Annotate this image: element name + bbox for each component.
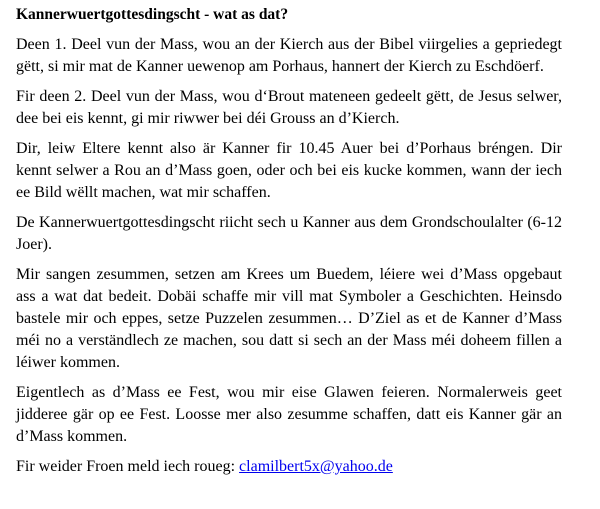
paragraph-first-part: Deen 1. Deel vun der Mass, wou an der Kierch aus der Bibel viirgelies a gepriedegt gëtt, si mir mat de Kanner uewenop am Porhaus, hannert der Kierch zu Eschdöerf. [16,36,562,75]
email-link[interactable]: clamilbert5x@yahoo.de [239,458,393,475]
document [16,4,562,486]
paragraph-parents: Dir, leiw Eltere kennt also är Kanner fir 10.45 Auer bei d’Porhaus bréngen. Dir kennt selwer a Rou an d’Mass goen, oder och bei eis kucke kommen, wann der iech ee Bild wëllt machen, wat mir schaffen. [16,140,562,201]
paragraph-contact [16,456,562,478]
paragraph-second-part: Fir deen 2. Deel vun der Mass, wou d‘Brout mateneen gedeelt gëtt, de Jesus selwer, dee bei eis kennt, gi mir riwwer bei déi Grouss an d’Kierch. [16,88,562,127]
document-title: Kannerwuertgottesdingscht - wat as dat? [16,6,289,23]
paragraph-age-group: De Kannerwuertgottesdingscht riicht sech u Kanner aus dem Grondschoulalter (6-12 Joer). [16,214,562,253]
paragraph-activities: Mir sangen zesummen, setzen am Krees um Buedem, léiere wei d’Mass opgebaut ass a wat dat bedeit. Dobäi schaffe mir vill mat Symboler a Geschichten. Heinsdo bastele mir och eppes, setze Puzzelen zesummen… D’Ziel as et de Kanner d’Mass méi no a verständlech ze machen, sou datt si sech an der Mass méi doheem fillen a léiwer kommen. [16,266,562,371]
contact-text: Fir weider Froen meld iech roueg: [16,458,240,475]
paragraph-celebration: Eigentlech as d’Mass ee Fest, wou mir eise Glawen feieren. Normalerweis geet jidderee gär op ee Fest. Loosse mer also zesumme schaffen, datt eis Kanner gär an d’Mass kommen. [16,384,562,445]
